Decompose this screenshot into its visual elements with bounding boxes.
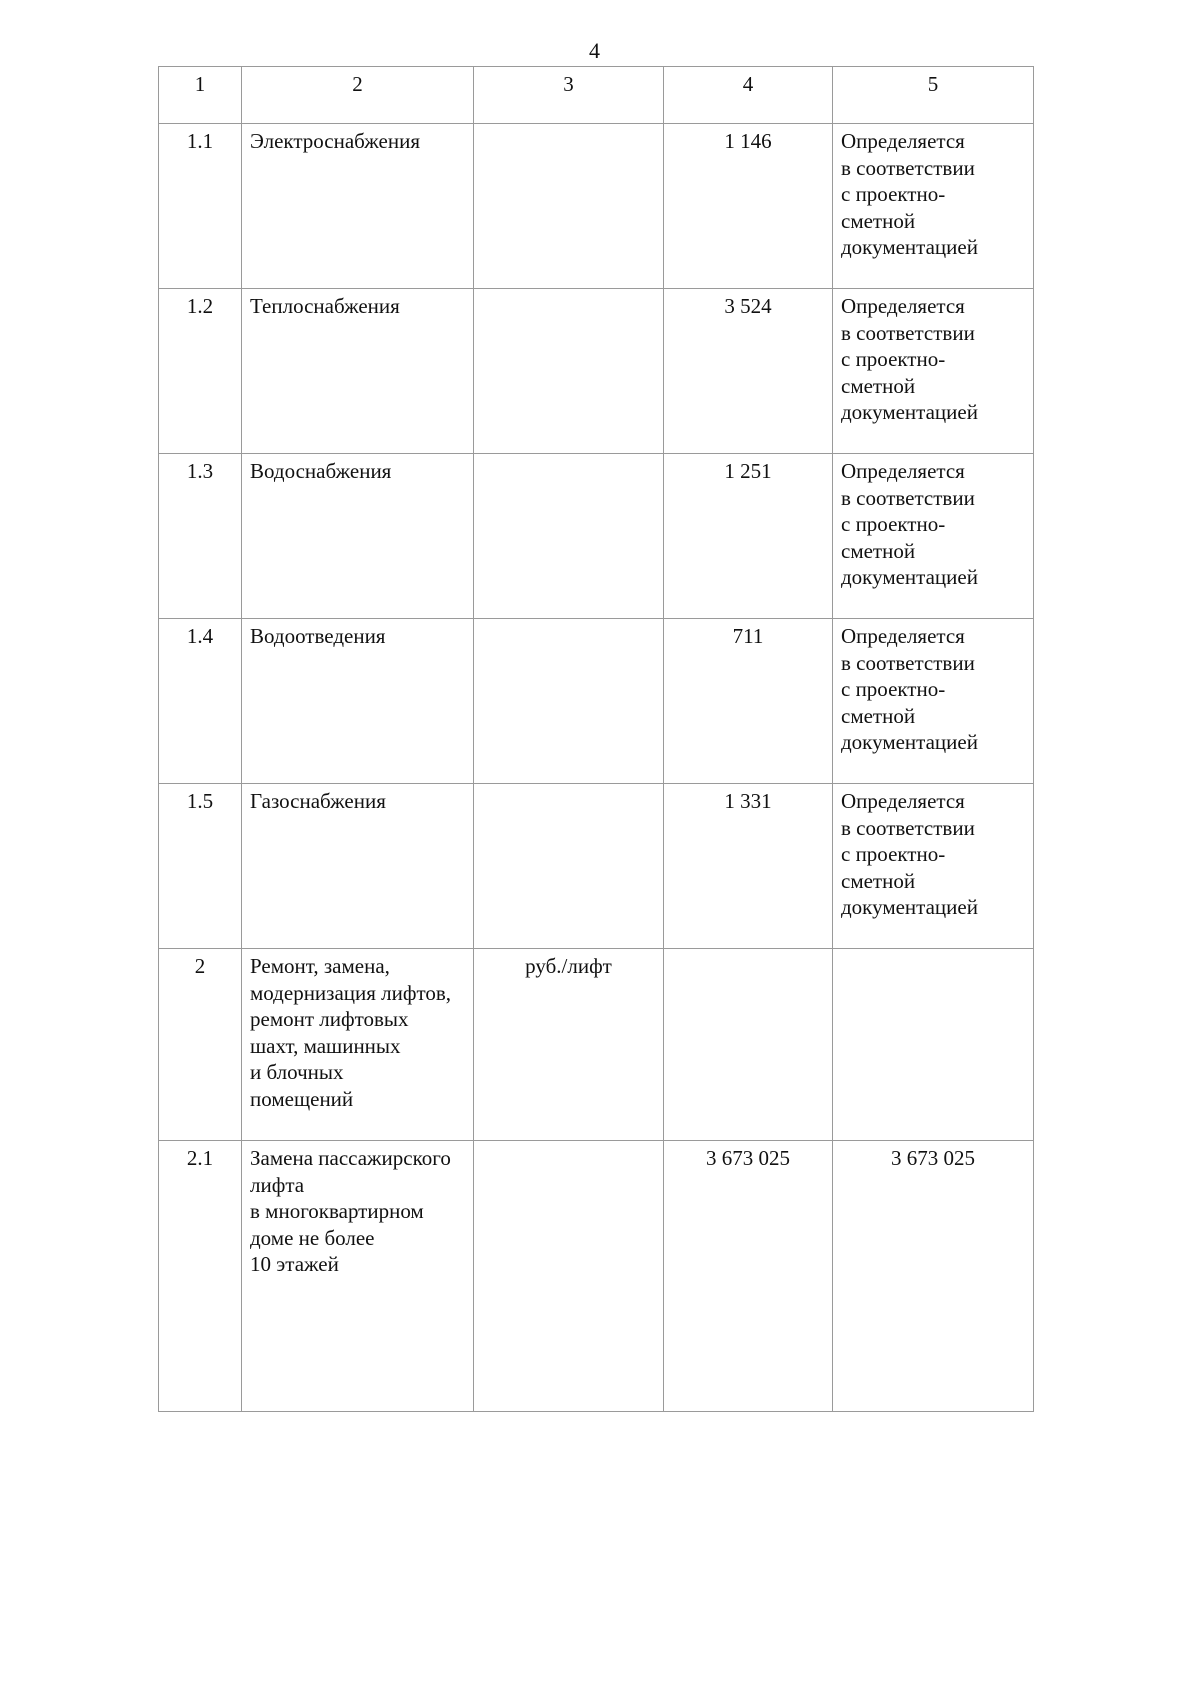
table-row xyxy=(159,289,1034,454)
row-note xyxy=(833,289,1034,454)
row-name xyxy=(242,784,474,949)
header-col-3: 3 xyxy=(474,67,664,124)
row-unit xyxy=(474,619,664,784)
row-name xyxy=(242,454,474,619)
name-line: Теплоснабжения xyxy=(250,294,400,318)
name-line: в многоквартирном xyxy=(250,1199,424,1223)
row-value xyxy=(664,949,833,1141)
table-header-row xyxy=(159,67,1034,124)
cost-table xyxy=(158,66,1034,1412)
row-unit xyxy=(474,124,664,289)
row-unit xyxy=(474,784,664,949)
name-line: 10 этажей xyxy=(250,1252,339,1276)
note-line: документацией xyxy=(841,895,978,919)
row-name xyxy=(242,1141,474,1412)
name-line: Электроснабжения xyxy=(250,129,420,153)
note-line: с проектно- xyxy=(841,677,946,701)
row-note xyxy=(833,784,1034,949)
note-line: в соответствии xyxy=(841,155,975,180)
row-unit: руб./лифт xyxy=(474,949,664,1141)
row-note xyxy=(833,619,1034,784)
row-value: 3 524 xyxy=(664,289,833,454)
note-line: в соответствии xyxy=(841,485,975,510)
note-line: с проектно- xyxy=(841,842,946,866)
header-col-2: 2 xyxy=(242,67,474,124)
note-line: Определяется xyxy=(841,129,965,153)
note-line: Определяется xyxy=(841,789,965,813)
name-line: Газоснабжения xyxy=(250,789,386,813)
row-note xyxy=(833,949,1034,1141)
row-name xyxy=(242,124,474,289)
name-line: Водоснабжения xyxy=(250,459,392,483)
note-line: сметной xyxy=(841,703,916,728)
note-line: в соответствии xyxy=(841,815,975,840)
row-value: 711 xyxy=(664,619,833,784)
name-line: Замена пассажирского xyxy=(250,1146,451,1170)
row-name xyxy=(242,949,474,1141)
table-row xyxy=(159,454,1034,619)
row-unit xyxy=(474,289,664,454)
name-line: Ремонт, замена, xyxy=(250,954,390,978)
header-col-5: 5 xyxy=(833,67,1034,124)
row-name xyxy=(242,289,474,454)
row-number: 2.1 xyxy=(159,1141,242,1412)
header-col-4: 4 xyxy=(664,67,833,124)
name-line: шахт, машинных xyxy=(250,1033,401,1058)
name-line: модернизация лифтов, xyxy=(250,980,452,1005)
note-line: сметной xyxy=(841,208,916,233)
note-line: документацией xyxy=(841,730,978,754)
note-line: документацией xyxy=(841,565,978,589)
name-line: лифта xyxy=(250,1172,305,1197)
note-line: с проектно- xyxy=(841,512,946,536)
row-value: 1 331 xyxy=(664,784,833,949)
table-row xyxy=(159,1141,1034,1412)
note-line: документацией xyxy=(841,235,978,259)
page-number: 4 xyxy=(589,38,600,63)
note-line: Определяется xyxy=(841,459,965,483)
row-value: 3 673 025 xyxy=(664,1141,833,1412)
table-row xyxy=(159,619,1034,784)
row-unit xyxy=(474,1141,664,1412)
row-unit xyxy=(474,454,664,619)
row-note xyxy=(833,124,1034,289)
row-number: 1.4 xyxy=(159,619,242,784)
row-number: 1.1 xyxy=(159,124,242,289)
row-value: 1 251 xyxy=(664,454,833,619)
row-note xyxy=(833,1141,1034,1412)
row-number: 2 xyxy=(159,949,242,1141)
note-line: в соответствии xyxy=(841,650,975,675)
note-line: Определяется xyxy=(841,624,965,648)
row-number: 1.3 xyxy=(159,454,242,619)
row-number: 1.5 xyxy=(159,784,242,949)
table-row xyxy=(159,784,1034,949)
note-line: с проектно- xyxy=(841,182,946,206)
name-line: Водоотведения xyxy=(250,624,386,648)
row-note xyxy=(833,454,1034,619)
row-number: 1.2 xyxy=(159,289,242,454)
table-row xyxy=(159,949,1034,1141)
table-row xyxy=(159,124,1034,289)
note-line: Определяется xyxy=(841,294,965,318)
row-value: 1 146 xyxy=(664,124,833,289)
name-line: ремонт лифтовых xyxy=(250,1007,409,1031)
note-line: сметной xyxy=(841,373,916,398)
name-line: помещений xyxy=(250,1086,354,1111)
name-line: и блочных xyxy=(250,1060,344,1084)
header-col-1: 1 xyxy=(159,67,242,124)
note-line: с проектно- xyxy=(841,347,946,371)
note-line: сметной xyxy=(841,538,916,563)
note-line: документацией xyxy=(841,400,978,424)
note-line: в соответствии xyxy=(841,320,975,345)
row-name xyxy=(242,619,474,784)
note-line: 3 673 025 xyxy=(891,1146,975,1170)
note-line: сметной xyxy=(841,868,916,893)
name-line: доме не более xyxy=(250,1225,375,1250)
